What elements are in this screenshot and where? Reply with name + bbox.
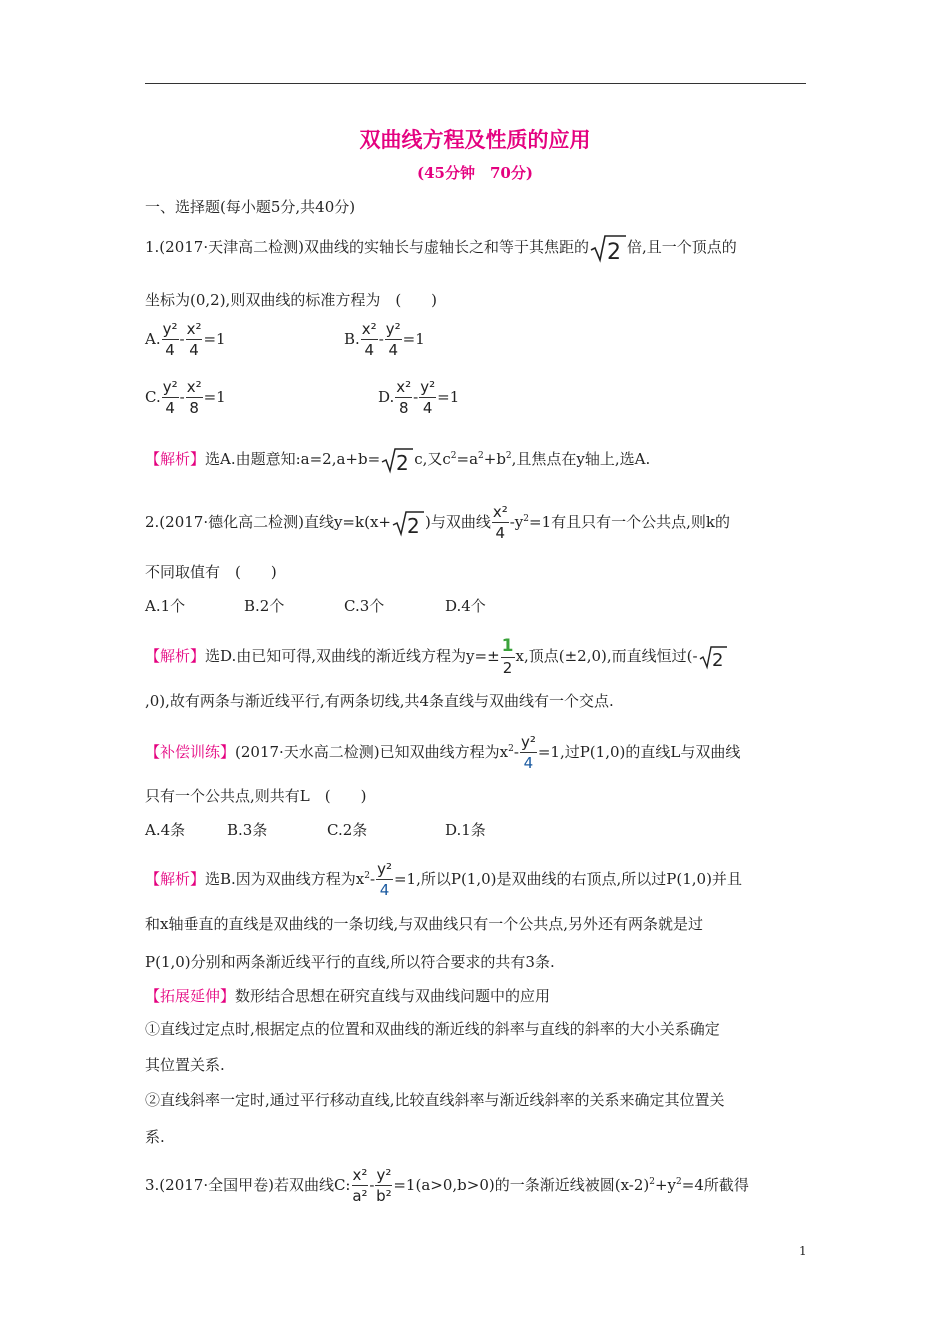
- q2-option-d[interactable]: D.4个: [445, 597, 486, 615]
- q1-option-b[interactable]: B. $\frac{\text{x²}}{4}$ - $\frac{\text{y²}}{4}$ =1: [344, 320, 425, 359]
- bc-analysis-line2: 和x轴垂直的直线是双曲线的一条切线,与双曲线只有一个公共点,另外还有两条就是过: [145, 915, 703, 933]
- svg-text:2: 2: [396, 451, 409, 474]
- header-rule: [145, 83, 806, 84]
- page-number: 1: [799, 1244, 807, 1258]
- q2-line2: 不同取值有 ( ): [145, 563, 277, 581]
- page-title: 双曲线方程及性质的应用: [359, 128, 591, 152]
- bc-analysis: 【解析】选B.因为双曲线方程为$x^2-$ $\frac{\text{y²}}{4}$ =1,所以P(1,0)是双曲线的右顶点,所以过P(1,0)并且: [145, 860, 742, 899]
- bc-option-d[interactable]: D.1条: [445, 821, 486, 839]
- q1-option-c[interactable]: C. $\frac{\text{y²}}{4}$ - $\frac{\text{x²}}{8}$ =1: [145, 378, 226, 417]
- bc-line1: 【补偿训练】(2017·天水高二检测)已知双曲线方程为$x^2-$ $\frac{\text{y²}}{4}$ =1,过P(1,0)的直线L与双曲线: [145, 733, 741, 772]
- page-subtitle: (45分钟 70分): [417, 164, 533, 182]
- q1-line1: 1.(2017·天津高二检测)双曲线的实轴长与虚轴长之和等于其焦距的 2 倍,且一个顶点的: [145, 233, 737, 263]
- sqrt-symbol: [589, 233, 627, 263]
- sqrt-symbol: [698, 644, 728, 670]
- section-heading: 一、选择题(每小题5分,共40分): [145, 198, 356, 216]
- q2-option-a[interactable]: A.1个: [145, 597, 186, 615]
- bc-option-b[interactable]: B.3条: [227, 821, 268, 839]
- bc-option-a[interactable]: A.4条: [145, 821, 186, 839]
- svg-text:2: 2: [406, 514, 420, 537]
- bc-analysis-line3: P(1,0)分别和两条渐近线平行的直线,所以符合要求的共有3条.: [145, 953, 555, 971]
- bc-option-c[interactable]: C.2条: [327, 821, 368, 839]
- q2-option-c[interactable]: C.3个: [344, 597, 385, 615]
- q2-line1: 2.(2017·德化高二检测)直线y=k(x+ 2 )与双曲线 $\frac{\text{x²}}{4}$ $-y^2=1$有且只有一个公共点,则k的: [145, 503, 730, 542]
- q1-analysis: 【解析】选A.由题意知:a=2,a+b= 2 c,又$c^2=a^2+b^2$,且焦点在y轴上,选A.: [145, 446, 650, 474]
- q1-line2: 坐标为(0,2),则双曲线的标准方程为 ( ): [145, 291, 438, 309]
- q1-option-a[interactable]: A. $\frac{\text{y²}}{4}$ - $\frac{\text{x²}}{4}$ =1: [145, 320, 226, 359]
- q1-option-d[interactable]: D. $\frac{\text{x²}}{8}$ - $\frac{\text{y²}}{4}$ =1: [378, 378, 460, 417]
- bc-line2: 只有一个公共点,则共有L ( ): [145, 787, 367, 805]
- svg-text:2: 2: [711, 650, 723, 670]
- ext-point-2-cont: 系.: [145, 1128, 165, 1146]
- sqrt-radicand: 2: [606, 240, 621, 263]
- sqrt-symbol: [380, 446, 414, 474]
- ext-heading: 【拓展延伸】数形结合思想在研究直线与双曲线问题中的应用: [145, 987, 551, 1005]
- q2-analysis: 【解析】选D.由已知可得,双曲线的渐近线方程为y=± $\frac{1}{2}$ x,顶点(±2,0),而直线恒过(- 2: [145, 638, 728, 676]
- ext-point-1-cont: 其位置关系.: [145, 1056, 225, 1074]
- q3-line1: 3.(2017·全国甲卷)若双曲线C: $\frac{\text{x²}}{\text{a²}}$ - $\frac{\text{y²}}{\text{b²}}$ =1(a>0,b>0)的一条渐近线被圆$(x-2)^2+y^2=4$所截得: [145, 1166, 749, 1205]
- ext-point-1: ①直线过定点时,根据定点的位置和双曲线的渐近线的斜率与直线的斜率的大小关系确定: [145, 1020, 720, 1038]
- sqrt-symbol: [391, 509, 425, 537]
- q2-option-b[interactable]: B.2个: [244, 597, 285, 615]
- q2-analysis-line2: ,0),故有两条与渐近线平行,有两条切线,共4条直线与双曲线有一个交点.: [145, 692, 614, 710]
- ext-point-2: ②直线斜率一定时,通过平行移动直线,比较直线斜率与渐近线斜率的关系来确定其位置关: [145, 1091, 725, 1109]
